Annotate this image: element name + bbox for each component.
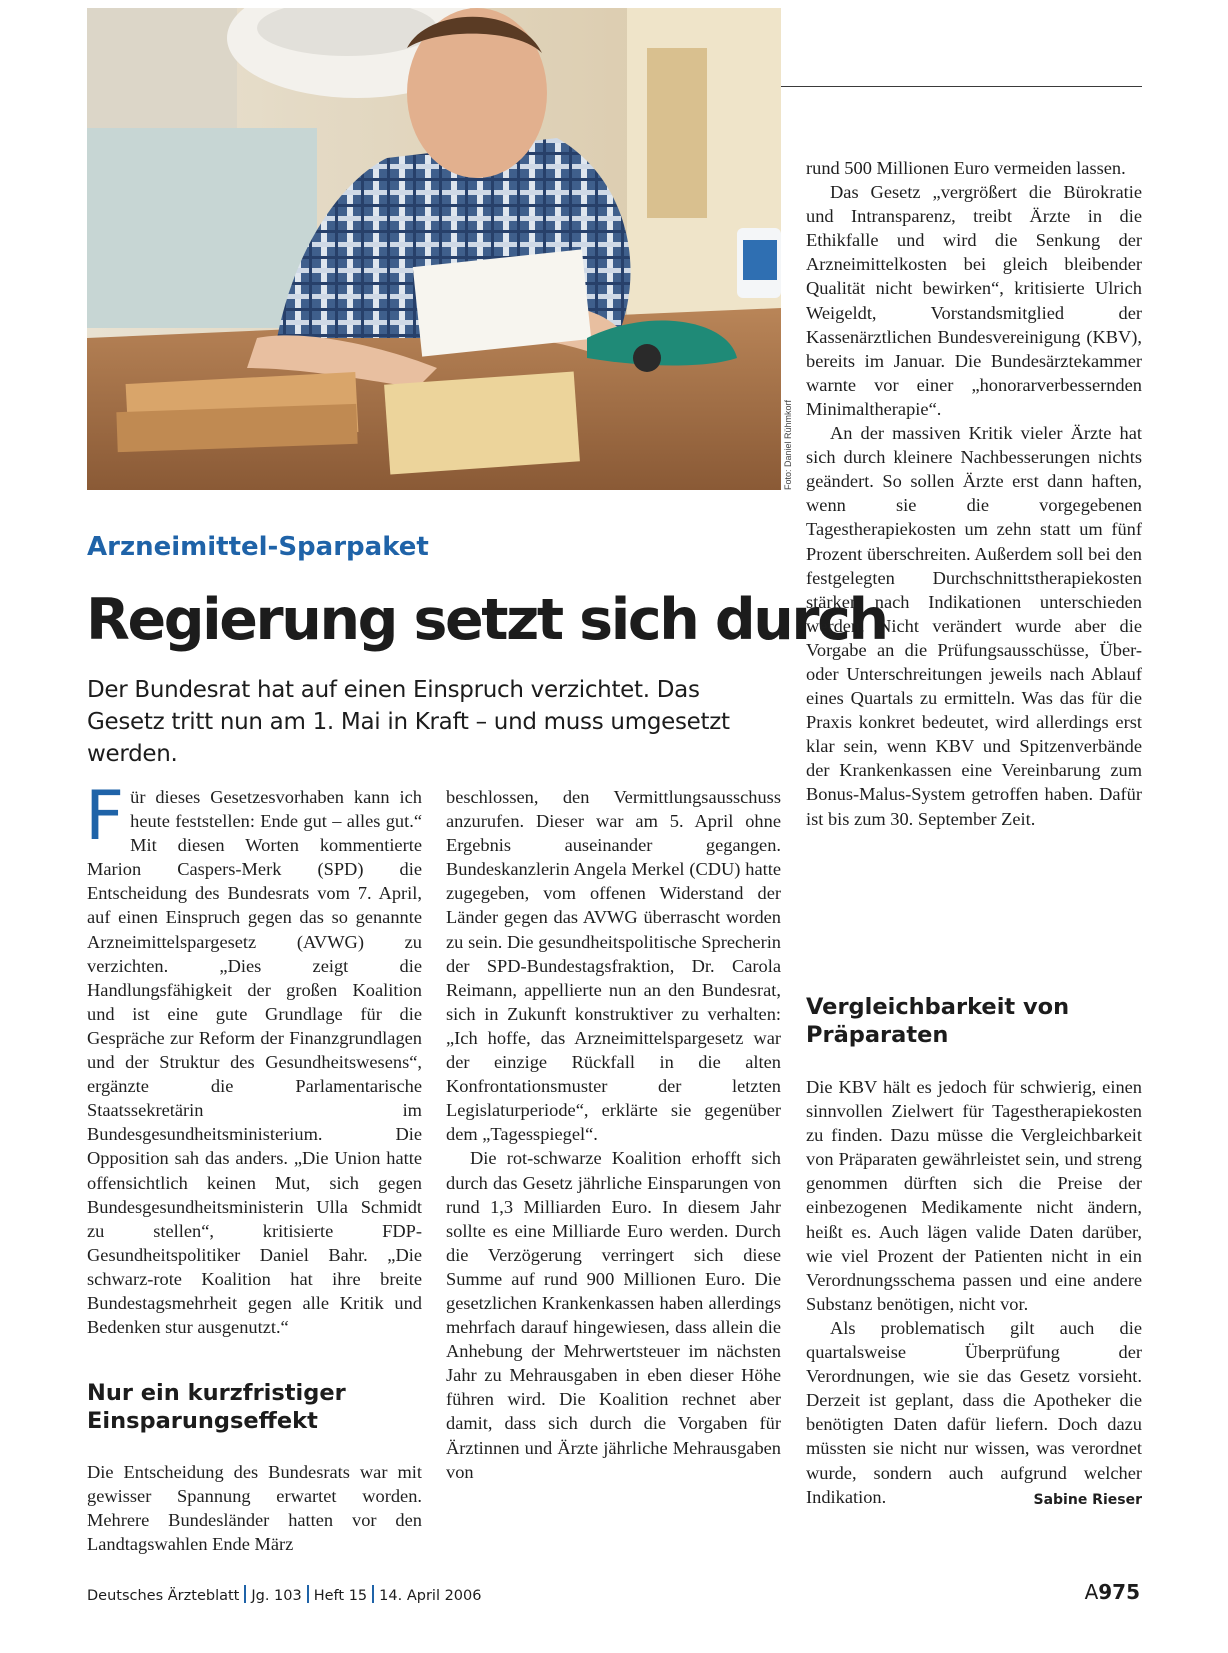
- journal-name: Deutsches Ärzteblatt: [87, 1588, 240, 1604]
- paragraph: beschlossen, den Vermittlungsausschuss anzurufen. Dieser war am 5. April ohne Ergebnis auseinander gegangen. Bundeskanzlerin Angela Merkel (CDU) hatte zugegeben, vom offenen Widerstand der Länder gegen das AVWG überrascht worden zu sein. Die gesundheitspolitische Sprecherin der SPD-Bundestagsfraktion, Dr. Carola Reimann, appellierte nun an den Bundesrat, sich in Zukunft konstruktiver zu verhalten: „Ich hoffe, das Arzneimittelspargesetz war der einzige Rückfall in die alten Konfrontationsmuster der letzten Legislaturperiode“, erklärte sie gegenüber dem „Tagesspiegel“.: [446, 787, 781, 1145]
- photo-credit: Foto: Daniel Rühmkorf: [783, 399, 793, 490]
- paragraph: rund 500 Millionen Euro vermeiden lassen.: [806, 158, 1126, 178]
- footer-separator: [244, 1585, 246, 1603]
- article-headline: Regierung setzt sich durch: [86, 587, 887, 653]
- paragraph: [806, 1316, 1142, 1509]
- subheading-text: Nur ein kurzfristiger Einsparungseffekt: [87, 1380, 346, 1434]
- article-column-3-continued: [806, 1075, 1142, 1512]
- paragraph: An der massiven Kritik vieler Ärzte hat sich durch kleinere Nachbesserungen nichts geändert. So sollen Ärzte erst dann haften, wenn sie die vorgegebenen Tagestherapiekosten um zehn statt um fünf Prozent überschreiten. Außerdem soll bei den festgelegten Durchschnittstherapiekosten stärker nach Indikationen unterschieden werden. Nicht verändert wurde aber die Vorgabe an die Prüfungsausschüsse, Über- oder Unterschreitungen jeweils nach Ablauf eines Quartals zu ermitteln. Was das für die Praxis konkret bedeutet, wird allerdings erst klar sein, wenn KBV und Spitzenverbände der Krankenkassen eine Vereinbarung zum Bonus-Malus-System getroffen haben. Dafür ist bis zum 30. September Zeit.: [806, 423, 1142, 829]
- subheading-vergleichbarkeit: [806, 993, 1142, 1049]
- page-prefix: A: [1084, 1580, 1099, 1604]
- article-column-1: [85, 777, 422, 1339]
- article-column-3: [806, 156, 1142, 831]
- paragraph-text: Als problematisch gilt auch die quartalsweise Überprüfung der Verordnungen, wie sie das Gesetz vorsieht. Derzeit ist geplant, dass die Apotheker die benötigten Daten dafür liefern. Doch dazu müssten sie nicht nur wissen, was verordnet wurde, sondern auch aufgrund welcher Indikation.: [806, 1317, 1142, 1507]
- footer-separator: [307, 1585, 309, 1603]
- paragraph: Die KBV hält es jedoch für schwierig, einen sinnvollen Zielwert für Tagestherapiekosten zu finden. Dazu müsse die Vergleichbarkeit von Präparaten gewährleistet sein, und streng genommen dürften sich die Preise der einbezogenen Medikamente nicht ändern, heißt es. Auch lägen valide Daten darüber, wie viel Prozent der Patienten nicht in ein Verordnungsschema passen und eine andere Substanz benötigen, nicht vor.: [806, 1077, 1142, 1314]
- doctor-writing-illustration: [87, 8, 781, 490]
- issue-date: 14. April 2006: [379, 1588, 482, 1604]
- paragraph: Die Entscheidung des Bundesrats war mit gewisser Spannung erwartet worden. Mehrere Bundesländer hatten vor den Landtagswahlen Ende März: [87, 1462, 422, 1555]
- paragraph: [85, 777, 422, 1339]
- page-number-value: 975: [1098, 1580, 1140, 1604]
- journal-volume: Jg. 103: [251, 1588, 302, 1604]
- page-footer: [87, 1585, 481, 1604]
- article-photo: [87, 8, 781, 490]
- footer-separator: [372, 1585, 374, 1603]
- article-kicker: Arzneimittel-Sparpaket: [87, 532, 429, 562]
- page-number: [1085, 1580, 1140, 1604]
- article-column-1-continued: [87, 1460, 422, 1556]
- subheading-text: Vergleichbarkeit von Präparaten: [806, 994, 1070, 1048]
- journal-issue: Heft 15: [313, 1588, 368, 1604]
- author-byline: Sabine Rieser: [1033, 1491, 1142, 1508]
- paragraph: Die rot-schwarze Koalition erhofft sich durch das Gesetz jährliche Einsparungen von rund 1,3 Milliarden Euro. In diesem Jahr sollte es eine Milliarde Euro werden. Durch die Verzögerung verringert sich diese Summe auf rund 900 Millionen Euro. Die gesetzlichen Krankenkassen haben allerdings mehrfach darauf hingewiesen, dass allein die Anhebung der Mehrwertsteuer im nächsten Jahr zu Mehrausgaben in eben dieser Höhe führen wird. Die Koalition rechnet aber damit, dass sich durch die Vorgaben für Ärztinnen und Ärzte jährliche Mehrausgaben von: [446, 1148, 781, 1482]
- paragraph-text: ür dieses Gesetzesvorhaben kann ich heute feststellen: Ende gut – alles gut.“ Mit diesen Worten kommentierte Marion Caspers-Merk (SPD) die Entscheidung des Bundesrats vom 7. April, auf einen Einspruch gegen das so genannte Arzneimittelspargesetz (AVWG) zu verzichten. „Dies zeigt die Handlungsfähigkeit der großen Koalition und ist eine gute Grundlage für die Gespräche zur Reform der Finanzgrundlagen und der Struktur des Gesundheitswesens“, ergänzte die Parlamentarische Staatssekretärin im Bundesgesundheitsministerium. Die Opposition sah das anders. „Die Union hatte offensichtlich keinen Mut, sich gegen Bundesgesundheitsministerin Ulla Schmidt zu stellen“, kritisierte FDP-Gesundheitspolitiker Daniel Bahr. „Die schwarz-rote Koalition hat ihre breite Bundestagsmehrheit gegen alle Kritik und Bedenken stur ausgenutzt.“: [87, 787, 422, 1338]
- drop-cap: F: [85, 777, 125, 856]
- subheading-einsparungseffekt: [87, 1379, 422, 1435]
- paragraph: Das Gesetz „vergrößert die Bürokratie und Intransparenz, treibt Ärzte in die Ethikfalle und wird die Senkung der Arzneimittelkosten bei gleich bleibender Qualität nicht bewirken“, kritisierte Ulrich Weigeldt, Vorstandsmitglied der Kassenärztlichen Bundesvereinigung (KBV), bereits im Januar. Die Bundesärztekammer warnte vor einer „honorarverbessernden Minimaltherapie“.: [806, 182, 1142, 419]
- article-lead: Der Bundesrat hat auf einen Einspruch verzichtet. Das Gesetz tritt nun am 1. Mai in Kraft – und muss umgesetzt werden.: [87, 677, 730, 767]
- column-divider-rule: [781, 86, 1142, 87]
- article-column-2: [446, 785, 781, 1484]
